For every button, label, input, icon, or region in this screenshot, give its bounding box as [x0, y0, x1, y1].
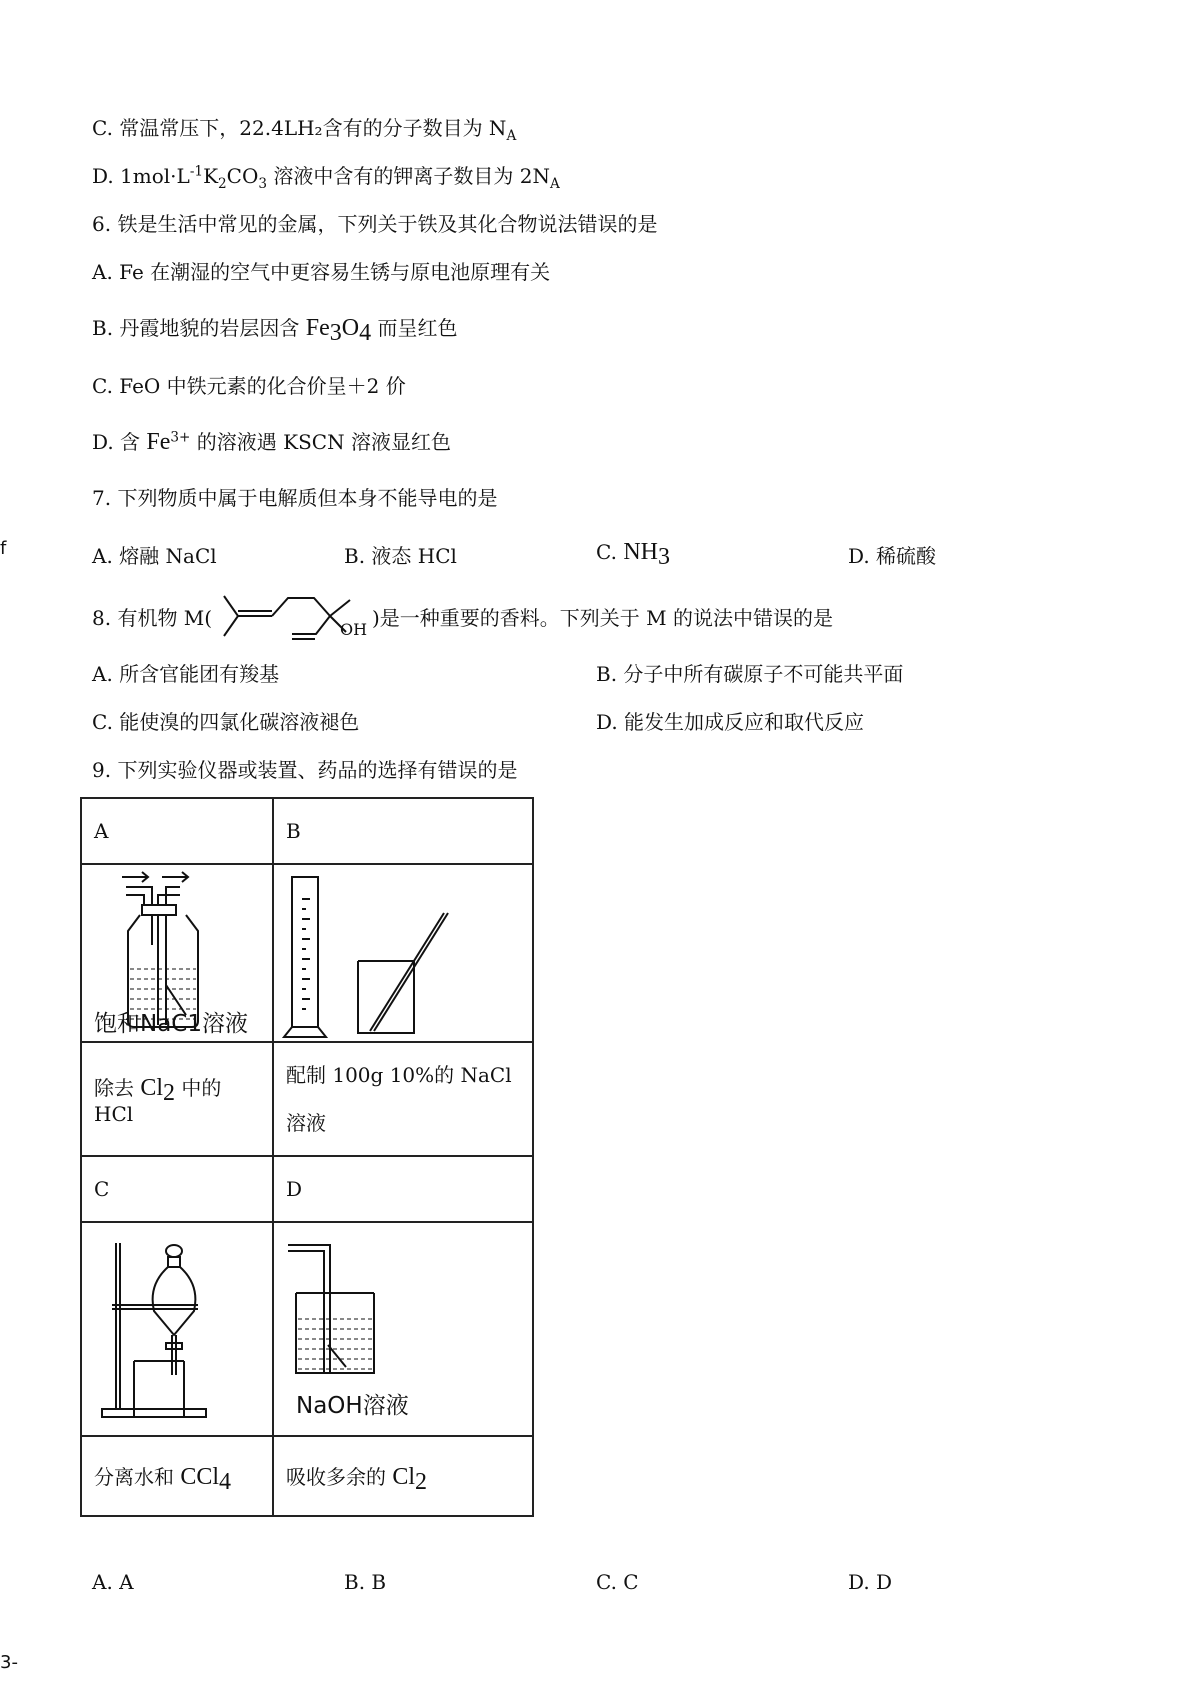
q5-option-c: C. 常温常压下，22.4LH₂含有的分子数目为 $N_A$ [92, 116, 517, 144]
q7-option-b: B. 液态 HCl [344, 544, 457, 568]
separatory-funnel-stand-icon [82, 1223, 272, 1435]
q7-stem: 7. 下列物质中属于电解质但本身不能导电的是 [92, 486, 498, 510]
apparatus-c-cell [81, 1222, 273, 1436]
q6-option-d: D. 含 $Fe^{3+}$ 的溶液遇 KSCN 溶液显红色 [92, 429, 451, 455]
q6-option-b: B. 丹霞地貌的岩层因含 $Fe_3O_4$ 而呈红色 [92, 315, 458, 346]
table-head-c: C [81, 1156, 273, 1222]
q7-option-d: D. 稀硫酸 [848, 544, 937, 568]
desc-a: 除去 $Cl_2$ 中的 HCl [81, 1042, 273, 1156]
q7-option-a: A. 熔融 NaCl [92, 544, 217, 568]
q8-stem-suffix: )是一种重要的香料。下列关于 M 的说法中错误的是 [372, 606, 833, 630]
desc-b: 配制 100g 10%的 NaCl 溶液 [273, 1042, 533, 1156]
q9-apparatus-table [80, 797, 534, 1517]
molecule-oh-label: OH [340, 620, 368, 639]
apparatus-d-cell [273, 1222, 533, 1436]
table-head-d: D [273, 1156, 533, 1222]
q7-option-c: C. $NH_3$ [596, 539, 670, 570]
q9-stem: 9. 下列实验仪器或装置、药品的选择有错误的是 [92, 758, 518, 782]
caption-naoh-solution: NaOH溶液 [296, 1393, 409, 1419]
cylinder-beaker-rod-icon [274, 865, 532, 1041]
q8-option-d: D. 能发生加成反应和取代反应 [596, 710, 865, 734]
apparatus-b-cell [273, 864, 533, 1042]
apparatus-a-cell [81, 864, 273, 1042]
desc-c: 分离水和 CCl$_4$ [81, 1436, 273, 1516]
desc-d: 吸收多余的 $Cl_2$ [273, 1436, 533, 1516]
table-head-b: B [273, 798, 533, 864]
page-number-mark: 3- [0, 1652, 18, 1673]
table-head-a: A [81, 798, 273, 864]
q8-option-a: A. 所含官能团有羧基 [92, 662, 280, 686]
caption-saturated-nacl: 饱和NaC1溶液 [94, 1011, 248, 1037]
q6-option-a: A. Fe 在潮湿的空气中更容易生锈与原电池原理有关 [92, 260, 551, 284]
q5-option-d: D. $1mol\cdot L^{-1}K_2CO_3$ 溶液中含有的钾离子数目为 $2N_A$ [92, 163, 560, 192]
q9-option-a: A. A [92, 1570, 134, 1594]
q6-stem: 6. 铁是生活中常见的金属，下列关于铁及其化合物说法错误的是 [92, 212, 658, 236]
q8-stem-prefix: 8. 有机物 M( [92, 606, 213, 630]
q9-option-d: D. D [848, 1570, 893, 1594]
q8-option-b: B. 分子中所有碳原子不可能共平面 [596, 662, 904, 686]
q6-option-c: C. FeO 中铁元素的化合价呈＋2 价 [92, 374, 406, 398]
q9-option-c: C. C [596, 1570, 639, 1594]
q9-option-b: B. B [344, 1570, 387, 1594]
q8-option-c: C. 能使溴的四氯化碳溶液褪色 [92, 710, 360, 734]
margin-side-mark: f [0, 538, 7, 559]
